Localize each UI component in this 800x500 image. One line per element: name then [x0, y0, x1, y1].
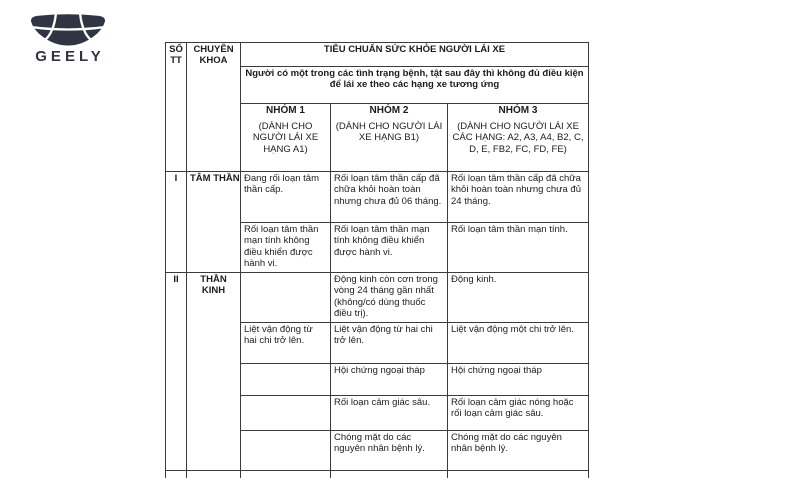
- header-group-1: [241, 104, 331, 172]
- table-cell: Chóng mặt do các nguyên nhân bệnh lý.: [448, 431, 589, 471]
- group-3-sub: (DÀNH CHO NGƯỜI LÁI XE CÁC HẠNG: A2, A3, A4, B2, C, D, E, FB2, FC, FD, FE): [452, 121, 584, 155]
- header-stt: SỐ TT: [166, 43, 187, 172]
- table-cell: Hội chứng ngoại tháp: [331, 364, 448, 396]
- table-cell-empty: [187, 471, 241, 479]
- table-cell: Rối loạn cảm giác nóng hoặc rối loạn cảm giác sâu.: [448, 396, 589, 431]
- table-cell: Rối loạn cảm giác sâu.: [331, 396, 448, 431]
- table-subtitle: Người có một trong các tình trạng bệnh, tật sau đây thì không đủ điều kiện để lái xe theo các hạng xe tương ứng: [241, 67, 589, 104]
- table-cell: Rối loạn tâm thần cấp đã chữa khỏi hoàn toàn nhưng chưa đủ 24 tháng.: [448, 172, 589, 223]
- table-cell: Rối loạn tâm thần mạn tính không điều khiển được hành vi.: [331, 223, 448, 273]
- table-cell: Liệt vận động một chi trở lên.: [448, 323, 589, 364]
- table-cell: [241, 273, 331, 323]
- table-cell: Rối loạn tâm thần cấp đã chữa khỏi hoàn toàn nhưng chưa đủ 06 tháng.: [331, 172, 448, 223]
- table-cell: Liệt vận động từ hai chi trở lên.: [241, 323, 331, 364]
- group-1-name: NHÓM 1: [266, 105, 305, 116]
- table-cell-empty: [331, 471, 448, 479]
- group-2-sub: (DÀNH CHO NGƯỜI LÁI XE HẠNG B1): [335, 121, 443, 144]
- table-cell: Chóng mặt do các nguyên nhân bệnh lý.: [331, 431, 448, 471]
- section-1-specialty: TÂM THẦN: [187, 172, 241, 273]
- table-cell-empty: [166, 471, 187, 479]
- group-2-name: NHÓM 2: [369, 105, 409, 116]
- table-cell: Động kinh.: [448, 273, 589, 323]
- header-group-3: [448, 104, 589, 172]
- table-cell: Đang rối loạn tâm thần cấp.: [241, 172, 331, 223]
- table-cell: Liệt vận động từ hai chi trở lên.: [331, 323, 448, 364]
- table-cell: [241, 396, 331, 431]
- section-2-number: II: [166, 273, 187, 471]
- table-cell: Hội chứng ngoại tháp: [448, 364, 589, 396]
- table-cell: [241, 364, 331, 396]
- section-1-number: I: [166, 172, 187, 273]
- table-cell: Rối loạn tâm thần mạn tính không điều khiển được hành vi.: [241, 223, 331, 273]
- geely-emblem-icon: [28, 13, 108, 46]
- table-cell: Động kinh còn cơn trong vòng 24 tháng gần nhất (không/có dùng thuốc điều trị).: [331, 273, 448, 323]
- table-cell-empty: [448, 471, 589, 479]
- table-cell: [241, 431, 331, 471]
- group-3-name: NHÓM 3: [498, 105, 538, 116]
- header-specialty: CHUYÊN KHOA: [187, 43, 241, 172]
- section-2-specialty: THẦN KINH: [187, 273, 241, 471]
- group-1-sub: (DÀNH CHO NGƯỜI LÁI XE HẠNG A1): [252, 121, 319, 155]
- table-title: TIÊU CHUẨN SỨC KHỎE NGƯỜI LÁI XE: [241, 43, 589, 67]
- header-group-2: [331, 104, 448, 172]
- table-cell-empty: [241, 471, 331, 479]
- table-cell: Rối loạn tâm thần mạn tính.: [448, 223, 589, 273]
- geely-brand-text: GEELY: [35, 48, 105, 65]
- geely-logo: [28, 13, 108, 65]
- health-standards-table: [165, 42, 590, 478]
